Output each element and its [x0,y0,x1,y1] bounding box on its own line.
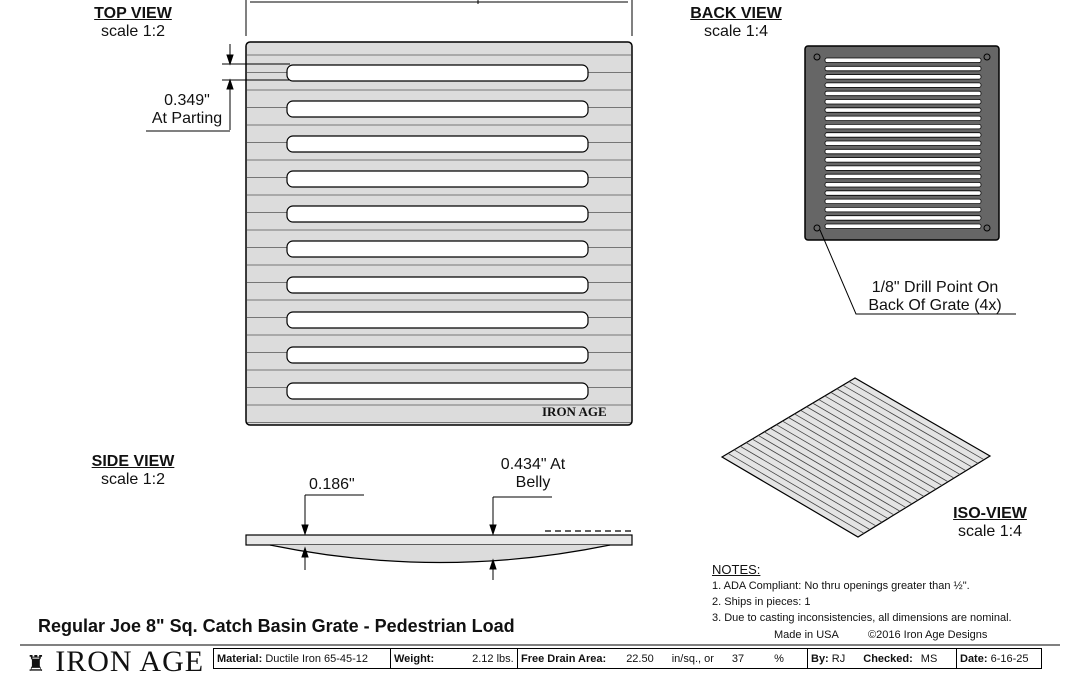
side-view-label [90,453,176,489]
drill-callout-line1: 1/8" Drill Point On [871,279,999,296]
top-view-scale: scale 1:2 [100,23,166,40]
iron-age-logo [26,645,204,679]
grate-slot [287,136,588,152]
parting-value: 0.349" [164,92,210,109]
back-slot [825,224,981,229]
back-slot [825,100,981,105]
by-checked-cell [808,649,957,669]
by-label: By: [811,652,829,665]
drill-callout-line2: Back Of Grate (4x) [868,297,1002,314]
side-view-title: SIDE VIEW [91,453,175,470]
parting-dimension-label [144,92,230,128]
belly-dimension-label [480,456,586,492]
grate-slot [287,101,588,117]
title-block [213,648,1042,669]
top-view-grate [246,42,632,425]
top-view-label [92,5,174,41]
grate-slot [287,206,588,222]
back-slot [825,66,981,71]
iso-view-scale: scale 1:4 [957,523,1023,540]
copyright-label: ©2016 Iron Age Designs [868,629,988,641]
checked-value: MS [920,652,938,665]
material-label: Material: [217,652,263,665]
logo-text: IRON AGE [55,645,205,678]
date-label: Date: [960,652,988,665]
free-drain-cell [518,649,808,669]
back-slot [825,199,981,204]
made-in-label: Made in USA [774,629,839,641]
by-value: RJ [831,652,846,665]
grate-slot [287,241,588,257]
notes-block [712,562,1012,626]
drill-point-callout [852,279,1018,315]
part-title: Regular Joe 8" Sq. Catch Basin Grate - Pedestrian Load [38,616,515,636]
back-slot [825,83,981,88]
weight-value: 2.12 [472,652,494,665]
top-view-title: TOP VIEW [94,5,172,22]
note-item: 1. ADA Compliant: No thru openings greater than ½". [712,580,970,592]
belly-value: 0.434" At [500,456,566,473]
date-value: 6-16-25 [990,652,1029,665]
grate-slot [287,65,588,81]
weight-cell [391,649,518,669]
grate-slot [287,383,588,399]
side-view-scale: scale 1:2 [100,471,166,488]
back-slot [825,207,981,212]
back-slot [825,191,981,196]
back-slot [825,133,981,138]
back-view-grate [805,46,1016,314]
checked-label: Checked: [863,652,913,665]
material-cell [214,649,391,669]
back-view-scale: scale 1:4 [703,23,769,40]
grate-slot [287,312,588,328]
free-drain-percent: 37 [731,652,745,665]
back-slot [825,91,981,96]
note-item: 3. Due to casting inconsistencies, all dimensions are nominal. [712,612,1012,624]
back-slot [825,75,981,80]
note-item: 2. Ships in pieces: 1 [712,596,811,608]
free-drain-unit: in/sq., or [671,652,714,665]
back-slot [825,108,981,113]
back-slot [825,158,981,163]
percent-sign: % [774,652,784,665]
thickness-dimension-label: 0.186" [309,476,355,493]
grate-slot [287,171,588,187]
back-slot [825,149,981,154]
back-slot [825,216,981,221]
grate-slot [287,277,588,293]
date-cell [957,649,1042,669]
parting-text: At Parting [151,110,223,127]
back-slot [825,116,981,121]
back-slot [825,124,981,128]
belly-text: Belly [515,474,551,491]
iso-view-label [948,505,1032,541]
side-view-profile [246,495,632,580]
grate-slot [287,347,588,363]
free-drain-value: 22.50 [626,652,654,665]
weight-label: Weight: [394,652,435,665]
weight-unit: lbs. [496,652,514,665]
back-slot [825,166,981,171]
back-slot [825,183,981,188]
back-view-title: BACK VIEW [690,5,782,22]
iso-view-title: ISO-VIEW [953,505,1027,522]
logo-icon: ♜ [26,651,47,676]
back-slot [825,58,981,63]
top-overall-dimension [246,0,632,36]
free-drain-label: Free Drain Area: [521,652,607,665]
back-view-label [686,5,786,41]
back-slot [825,174,981,179]
grate-cast-mark: IRON AGE [542,404,607,419]
back-slot [825,141,981,146]
material-value: Ductile Iron 65-45-12 [265,652,369,665]
notes-heading: NOTES: [712,562,761,577]
